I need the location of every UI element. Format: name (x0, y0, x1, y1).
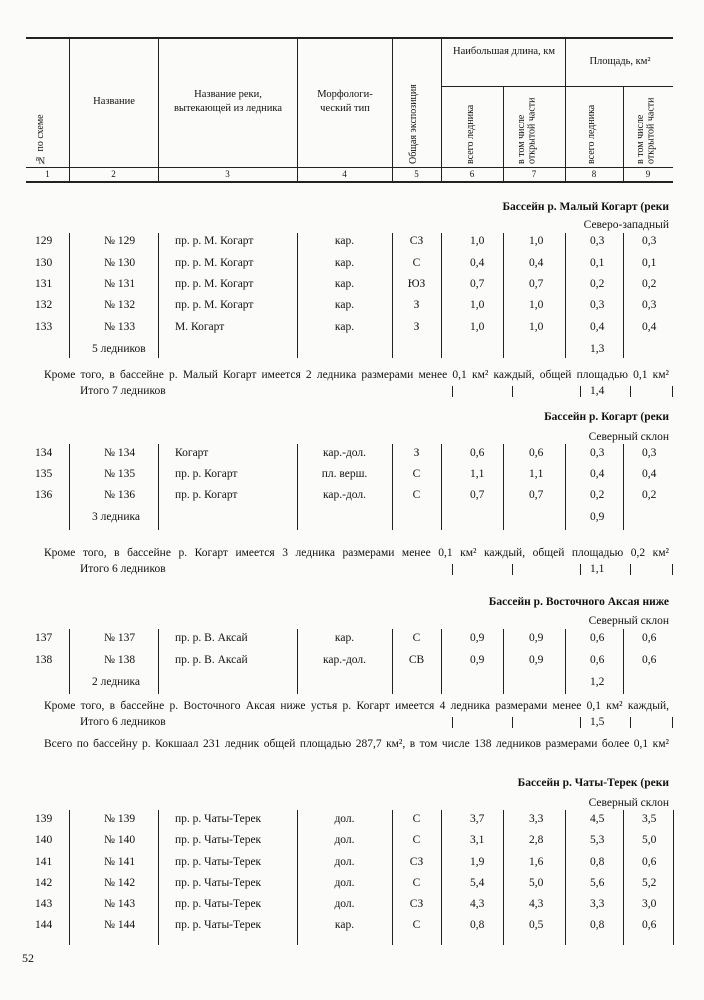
cell-area-open: 0,6 (642, 654, 657, 666)
cell-type: кар.-дол. (322, 654, 367, 666)
total-label: Итого 6 ледников (80, 563, 166, 575)
cell-river: пр. р. В. Аксай (175, 654, 248, 666)
col-divider (503, 629, 504, 694)
cell-len-open: 1,1 (529, 468, 544, 480)
cell-river: пр. р. Когарт (175, 489, 238, 501)
cell-exp: СЗ (409, 898, 424, 910)
header-numbers-rule (26, 167, 673, 168)
cell-type: кар. (334, 321, 355, 333)
header-num: 8 (591, 169, 597, 179)
cell-river: М. Когарт (175, 321, 225, 333)
subtotal-label: 3 ледника (92, 511, 140, 523)
note: Кроме того, в бассейне р. Восточного Аксая ниже устья р. Когарт имеется 4 ледника размерами менее 0,1 км² каждый, (44, 700, 669, 712)
header-col5: Общая экспозиция (408, 84, 419, 164)
cell-river: пр. р. М. Когарт (175, 278, 254, 290)
cell-area-open: 3,5 (642, 813, 657, 825)
cell-type: дол. (334, 813, 355, 825)
tick (580, 717, 581, 728)
col-divider (503, 810, 504, 945)
cell-no: 132 (35, 299, 53, 311)
cell-no: 138 (35, 654, 53, 666)
basin-title: Бассейн р. Чаты-Терек (реки (517, 777, 669, 789)
cell-name: № 135 (104, 468, 136, 480)
cell-len-total: 1,0 (470, 235, 485, 247)
cell-area-open: 5,0 (642, 834, 657, 846)
cell-area-open: 0,6 (642, 856, 657, 868)
cell-area-total: 0,3 (590, 447, 605, 459)
cell-no: 140 (35, 834, 53, 846)
header-num: 5 (414, 169, 419, 179)
cell-len-total: 0,7 (470, 278, 485, 290)
cell-area-open: 0,1 (642, 257, 657, 269)
note: Кроме того, в бассейне р. Когарт имеется 3 ледника размерами менее 0,1 км² каждый, общей площадью 0,2 км² (44, 547, 669, 559)
col-divider (69, 629, 70, 694)
cell-area-total: 4,5 (590, 813, 605, 825)
cell-len-total: 1,0 (470, 321, 485, 333)
col-divider (565, 233, 566, 358)
col-divider (623, 629, 624, 694)
cell-type: кар. (334, 299, 355, 311)
cell-river: пр. р. Чаты-Терек (175, 834, 262, 846)
cell-name: № 137 (104, 632, 136, 644)
header-col1: № по схеме (35, 114, 46, 165)
cell-area-open: 0,4 (642, 321, 657, 333)
cell-len-open: 1,0 (529, 235, 544, 247)
total-area: 1,5 (590, 716, 605, 728)
cell-area-open: 0,3 (642, 299, 657, 311)
cell-name: № 143 (104, 898, 136, 910)
cell-len-total: 3,1 (470, 834, 485, 846)
cell-type: кар.-дол. (322, 489, 367, 501)
cell-name: № 136 (104, 489, 136, 501)
cell-type: кар.-дол. (322, 447, 367, 459)
cell-name: № 130 (104, 257, 136, 269)
cell-type: дол. (334, 834, 355, 846)
cell-len-open: 4,3 (529, 898, 544, 910)
cell-name: № 140 (104, 834, 136, 846)
header-group-rule (441, 86, 673, 87)
cell-area-total: 5,6 (590, 877, 605, 889)
cell-len-open: 1,0 (529, 321, 544, 333)
basin-title: Бассейн р. Восточного Аксая ниже (488, 596, 669, 608)
cell-exp: С (412, 813, 421, 825)
col-divider (158, 233, 159, 358)
cell-no: 129 (35, 235, 53, 247)
col-divider (565, 38, 566, 182)
slope-label: Северный склон (588, 797, 669, 809)
tick (452, 717, 453, 728)
slope-label: Северо-западный (583, 219, 669, 231)
cell-type: кар. (334, 919, 355, 931)
col-divider (158, 444, 159, 530)
col-divider (297, 233, 298, 358)
cell-len-open: 1,6 (529, 856, 544, 868)
cell-name: № 134 (104, 447, 136, 459)
tick (452, 564, 453, 575)
col-divider (392, 38, 393, 182)
page-number: 52 (22, 951, 34, 965)
cell-exp: С (412, 877, 421, 889)
header-bottom-rule (26, 181, 673, 183)
cell-no: 143 (35, 898, 53, 910)
cell-len-open: 1,0 (529, 299, 544, 311)
cell-exp: СЗ (409, 856, 424, 868)
cell-river: пр. р. Чаты-Терек (175, 813, 262, 825)
cell-area-open: 3,0 (642, 898, 657, 910)
slope-label: Северный склон (588, 615, 669, 627)
subtotal-area: 1,3 (590, 343, 605, 355)
cell-river: пр. р. М. Когарт (175, 235, 254, 247)
cell-type: дол. (334, 898, 355, 910)
cell-area-total: 0,2 (590, 489, 605, 501)
note: Кроме того, в бассейне р. Малый Когарт имеется 2 ледника размерами менее 0,1 км² каждый, общей площадью 0,1 км² (44, 369, 669, 381)
tick (672, 564, 673, 575)
header-group-area: Площадь, км² (589, 56, 651, 67)
header-num: 1 (45, 169, 50, 179)
cell-type: дол. (334, 856, 355, 868)
col-divider (565, 629, 566, 694)
cell-river: пр. р. В. Аксай (175, 632, 248, 644)
cell-no: 137 (35, 632, 53, 644)
header-num: 9 (645, 169, 651, 179)
cell-name: № 144 (104, 919, 136, 931)
tick (630, 717, 631, 728)
cell-len-open: 0,5 (529, 919, 544, 931)
cell-len-open: 0,6 (529, 447, 544, 459)
col-divider (623, 444, 624, 530)
cell-area-open: 0,2 (642, 278, 657, 290)
cell-area-open: 0,6 (642, 632, 657, 644)
cell-name: № 133 (104, 321, 136, 333)
col-divider (69, 810, 70, 945)
cell-area-open: 0,3 (642, 447, 657, 459)
cell-no: 144 (35, 919, 53, 931)
cell-len-total: 1,9 (470, 856, 485, 868)
cell-len-open: 0,7 (529, 489, 544, 501)
grand-total: Всего по бассейну р. Кокшаал 231 ледник общей площадью 287,7 км², в том числе 138 ледников размерами более 0,1 км² (44, 738, 669, 750)
cell-exp: ЮЗ (407, 278, 426, 290)
cell-exp: С (412, 632, 421, 644)
col-divider (158, 38, 159, 182)
total-area: 1,1 (590, 563, 605, 575)
tick (512, 717, 513, 728)
col-divider (503, 86, 504, 182)
cell-area-total: 0,6 (590, 632, 605, 644)
header-col4: Морфологи-ческий тип (317, 89, 373, 114)
tick (630, 386, 631, 397)
cell-area-total: 0,1 (590, 257, 605, 269)
tick (580, 564, 581, 575)
cell-name: № 138 (104, 654, 136, 666)
total-label: Итого 6 ледников (80, 716, 166, 728)
cell-area-total: 3,3 (590, 898, 605, 910)
tick (512, 386, 513, 397)
header-num: 4 (342, 169, 347, 179)
col-divider (623, 233, 624, 358)
cell-no: 141 (35, 856, 53, 868)
cell-river: пр. р. Чаты-Терек (175, 877, 262, 889)
cell-area-open: 0,2 (642, 489, 657, 501)
cell-no: 134 (35, 447, 53, 459)
subtotal-area: 0,9 (590, 511, 605, 523)
cell-area-total: 5,3 (590, 834, 605, 846)
basin-title: Бассейн р. Когарт (реки (544, 411, 669, 423)
cell-len-total: 1,1 (470, 468, 485, 480)
cell-len-open: 0,9 (529, 654, 544, 666)
cell-len-total: 0,9 (470, 632, 485, 644)
cell-type: кар. (334, 235, 355, 247)
col-divider (441, 38, 442, 182)
subtotal-label: 5 ледников (92, 343, 146, 355)
cell-name: № 129 (104, 235, 136, 247)
col-divider (441, 233, 442, 358)
basin-title: Бассейн р. Малый Когарт (реки (502, 201, 669, 213)
cell-river: пр. р. Чаты-Терек (175, 898, 262, 910)
tick (512, 564, 513, 575)
cell-no: 130 (35, 257, 53, 269)
cell-area-total: 0,2 (590, 278, 605, 290)
header-num: 3 (225, 169, 230, 179)
tick (672, 386, 673, 397)
tick (452, 386, 453, 397)
cell-area-total: 0,4 (590, 321, 605, 333)
header-num: 6 (469, 169, 475, 179)
cell-exp: С (412, 919, 421, 931)
tick (672, 717, 673, 728)
header-col2: Название (93, 96, 135, 107)
cell-area-total: 0,8 (590, 919, 605, 931)
cell-river: Когарт (175, 447, 209, 459)
cell-no: 142 (35, 877, 53, 889)
cell-len-total: 5,4 (470, 877, 485, 889)
cell-len-total: 0,7 (470, 489, 485, 501)
col-divider (441, 444, 442, 530)
col-divider (441, 629, 442, 694)
cell-exp: З (413, 321, 420, 333)
cell-len-total: 1,0 (470, 299, 485, 311)
cell-len-total: 0,8 (470, 919, 485, 931)
header-col8: всего ледника (586, 104, 597, 164)
cell-area-total: 0,3 (590, 235, 605, 247)
header-num: 7 (531, 169, 537, 179)
cell-area-open: 0,6 (642, 919, 657, 931)
cell-len-open: 3,3 (529, 813, 544, 825)
tick (580, 386, 581, 397)
cell-no: 133 (35, 321, 53, 333)
col-divider (69, 444, 70, 530)
cell-type: кар. (334, 632, 355, 644)
cell-name: № 139 (104, 813, 136, 825)
col-divider (158, 629, 159, 694)
cell-area-total: 0,3 (590, 299, 605, 311)
col-divider (69, 38, 70, 182)
cell-exp: С (412, 257, 421, 269)
total-area: 1,4 (590, 385, 605, 397)
cell-name: № 142 (104, 877, 136, 889)
col-divider (297, 38, 298, 182)
cell-river: пр. р. М. Когарт (175, 299, 254, 311)
col-divider (158, 810, 159, 945)
cell-no: 136 (35, 489, 53, 501)
cell-exp: СЗ (409, 235, 424, 247)
header-col9: в том числе открытой части (635, 97, 657, 164)
cell-len-total: 0,4 (470, 257, 485, 269)
col-divider (441, 810, 442, 945)
cell-river: пр. р. М. Когарт (175, 257, 254, 269)
cell-exp: С (412, 834, 421, 846)
cell-area-total: 0,4 (590, 468, 605, 480)
cell-len-open: 0,4 (529, 257, 544, 269)
cell-type: кар. (334, 257, 355, 269)
cell-name: № 131 (104, 278, 136, 290)
tick (630, 564, 631, 575)
cell-area-open: 0,3 (642, 235, 657, 247)
cell-type: пл. верш. (321, 468, 368, 480)
cell-len-total: 0,9 (470, 654, 485, 666)
cell-exp: С (412, 489, 421, 501)
cell-area-total: 0,8 (590, 856, 605, 868)
cell-exp: З (413, 299, 420, 311)
cell-type: дол. (334, 877, 355, 889)
col-divider (623, 86, 624, 182)
slope-label: Северный склон (588, 431, 669, 443)
cell-exp: С (412, 468, 421, 480)
cell-area-open: 5,2 (642, 877, 657, 889)
cell-exp: СВ (408, 654, 425, 666)
col-divider (673, 810, 674, 945)
cell-type: кар. (334, 278, 355, 290)
cell-no: 135 (35, 468, 53, 480)
cell-river: пр. р. Чаты-Терек (175, 856, 262, 868)
header-col7: в том числе открытой части (516, 97, 538, 164)
cell-river: пр. р. Чаты-Терек (175, 919, 262, 931)
cell-area-open: 0,4 (642, 468, 657, 480)
cell-river: пр. р. Когарт (175, 468, 238, 480)
cell-len-total: 3,7 (470, 813, 485, 825)
subtotal-label: 2 ледника (92, 676, 140, 688)
cell-name: № 132 (104, 299, 136, 311)
subtotal-area: 1,2 (590, 676, 605, 688)
col-divider (69, 233, 70, 358)
cell-len-open: 0,7 (529, 278, 544, 290)
header-col3: Название реки, вытекающей из ледника (173, 89, 283, 114)
col-divider (565, 444, 566, 530)
cell-len-open: 0,9 (529, 632, 544, 644)
header-col6: всего ледника (465, 104, 476, 164)
col-divider (392, 233, 393, 358)
cell-len-total: 4,3 (470, 898, 485, 910)
cell-no: 131 (35, 278, 53, 290)
col-divider (503, 444, 504, 530)
col-divider (503, 233, 504, 358)
cell-no: 139 (35, 813, 53, 825)
cell-len-total: 0,6 (470, 447, 485, 459)
total-label: Итого 7 ледников (80, 385, 166, 397)
col-divider (623, 810, 624, 945)
header-top-rule (26, 37, 673, 39)
header-num: 2 (111, 169, 116, 179)
cell-len-open: 5,0 (529, 877, 544, 889)
cell-name: № 141 (104, 856, 136, 868)
header-group-length: Наибольшая длина, км (452, 46, 556, 57)
cell-exp: З (413, 447, 420, 459)
cell-area-total: 0,6 (590, 654, 605, 666)
cell-len-open: 2,8 (529, 834, 544, 846)
col-divider (565, 810, 566, 945)
